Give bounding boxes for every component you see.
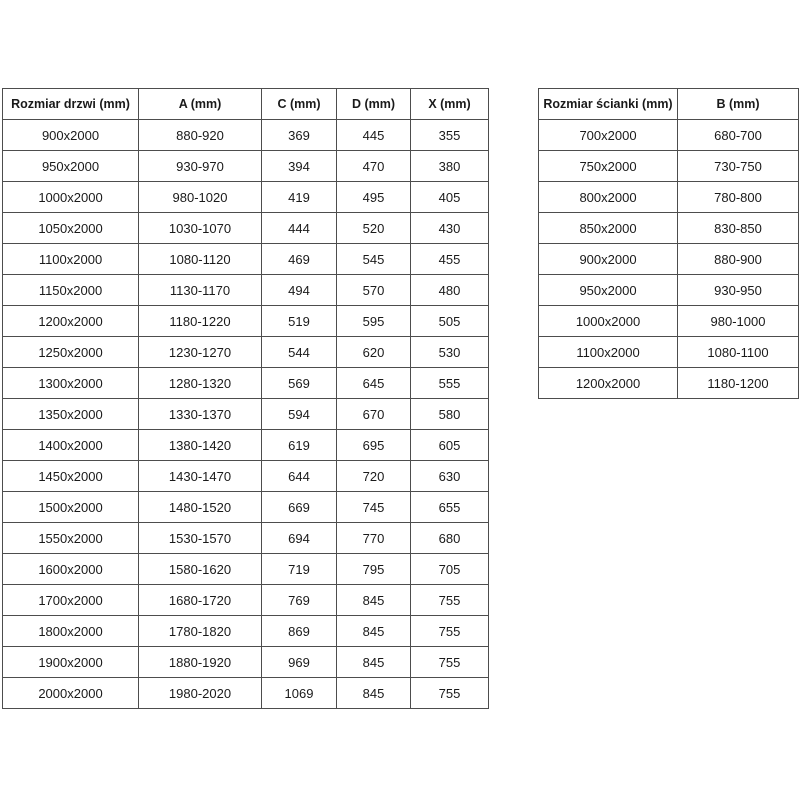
table-cell: 495 [337, 182, 411, 213]
table-cell: 619 [262, 430, 337, 461]
table-cell: 1700x2000 [3, 585, 139, 616]
table-cell: 1100x2000 [539, 337, 678, 368]
table-cell: 1330-1370 [139, 399, 262, 430]
table-cell: 630 [411, 461, 489, 492]
table-cell: 670 [337, 399, 411, 430]
table-row [3, 337, 489, 368]
table-row [3, 523, 489, 554]
table-cell: 1350x2000 [3, 399, 139, 430]
table-row [3, 368, 489, 399]
table-cell: 755 [411, 616, 489, 647]
table-cell: 845 [337, 585, 411, 616]
table-cell: 845 [337, 647, 411, 678]
table-row [3, 616, 489, 647]
table-cell: 505 [411, 306, 489, 337]
table-row [539, 306, 799, 337]
table-cell: 1230-1270 [139, 337, 262, 368]
table-cell: 680-700 [678, 120, 799, 151]
table-row [3, 492, 489, 523]
table-cell: 1200x2000 [3, 306, 139, 337]
table-cell: 444 [262, 213, 337, 244]
table-row [3, 430, 489, 461]
table-row [539, 337, 799, 368]
table-cell: 1000x2000 [539, 306, 678, 337]
door-table-header-row [3, 89, 489, 120]
table-cell: 969 [262, 647, 337, 678]
table-cell: 445 [337, 120, 411, 151]
column-header: Rozmiar ścianki (mm) [539, 89, 678, 120]
table-cell: 645 [337, 368, 411, 399]
table-row [3, 213, 489, 244]
table-row [539, 213, 799, 244]
table-cell: 950x2000 [3, 151, 139, 182]
table-cell: 900x2000 [3, 120, 139, 151]
column-header: D (mm) [337, 89, 411, 120]
table-cell: 1400x2000 [3, 430, 139, 461]
table-cell: 494 [262, 275, 337, 306]
table-cell: 769 [262, 585, 337, 616]
table-cell: 620 [337, 337, 411, 368]
table-cell: 755 [411, 678, 489, 709]
table-row [539, 244, 799, 275]
table-cell: 845 [337, 678, 411, 709]
column-header: C (mm) [262, 89, 337, 120]
table-cell: 770 [337, 523, 411, 554]
table-cell: 380 [411, 151, 489, 182]
table-cell: 795 [337, 554, 411, 585]
table-cell: 1380-1420 [139, 430, 262, 461]
table-row [539, 151, 799, 182]
table-cell: 700x2000 [539, 120, 678, 151]
table-cell: 705 [411, 554, 489, 585]
table-cell: 1130-1170 [139, 275, 262, 306]
table-cell: 869 [262, 616, 337, 647]
table-cell: 1580-1620 [139, 554, 262, 585]
table-cell: 1450x2000 [3, 461, 139, 492]
table-row [3, 647, 489, 678]
table-row [3, 244, 489, 275]
column-header: A (mm) [139, 89, 262, 120]
table-cell: 800x2000 [539, 182, 678, 213]
table-cell: 1150x2000 [3, 275, 139, 306]
table-cell: 830-850 [678, 213, 799, 244]
table-row [539, 182, 799, 213]
column-header: Rozmiar drzwi (mm) [3, 89, 139, 120]
table-cell: 1080-1100 [678, 337, 799, 368]
table-cell: 750x2000 [539, 151, 678, 182]
table-cell: 850x2000 [539, 213, 678, 244]
column-header: X (mm) [411, 89, 489, 120]
table-cell: 1300x2000 [3, 368, 139, 399]
table-cell: 900x2000 [539, 244, 678, 275]
table-cell: 930-970 [139, 151, 262, 182]
table-cell: 680 [411, 523, 489, 554]
table-row [3, 275, 489, 306]
table-cell: 880-900 [678, 244, 799, 275]
table-cell: 419 [262, 182, 337, 213]
table-cell: 570 [337, 275, 411, 306]
table-row [539, 368, 799, 399]
table-cell: 1880-1920 [139, 647, 262, 678]
table-cell: 780-800 [678, 182, 799, 213]
table-cell: 745 [337, 492, 411, 523]
table-cell: 730-750 [678, 151, 799, 182]
table-cell: 480 [411, 275, 489, 306]
table-cell: 719 [262, 554, 337, 585]
table-row [539, 275, 799, 306]
table-cell: 1900x2000 [3, 647, 139, 678]
table-cell: 845 [337, 616, 411, 647]
table-row [3, 399, 489, 430]
wall-table-header-row [539, 89, 799, 120]
table-cell: 545 [337, 244, 411, 275]
table-cell: 1180-1220 [139, 306, 262, 337]
table-row [3, 120, 489, 151]
table-cell: 950x2000 [539, 275, 678, 306]
table-row [3, 461, 489, 492]
table-cell: 980-1000 [678, 306, 799, 337]
table-cell: 1000x2000 [3, 182, 139, 213]
table-cell: 1780-1820 [139, 616, 262, 647]
table-cell: 555 [411, 368, 489, 399]
table-cell: 1030-1070 [139, 213, 262, 244]
table-cell: 595 [337, 306, 411, 337]
table-cell: 470 [337, 151, 411, 182]
table-cell: 430 [411, 213, 489, 244]
column-header: B (mm) [678, 89, 799, 120]
table-cell: 1480-1520 [139, 492, 262, 523]
table-row [3, 554, 489, 585]
door-size-table [2, 88, 489, 709]
table-cell: 1600x2000 [3, 554, 139, 585]
table-cell: 1280-1320 [139, 368, 262, 399]
table-cell: 1200x2000 [539, 368, 678, 399]
wall-size-table [538, 88, 799, 399]
table-cell: 1680-1720 [139, 585, 262, 616]
table-cell: 369 [262, 120, 337, 151]
table-cell: 2000x2000 [3, 678, 139, 709]
table-cell: 695 [337, 430, 411, 461]
table-row [3, 678, 489, 709]
table-cell: 405 [411, 182, 489, 213]
table-cell: 1500x2000 [3, 492, 139, 523]
table-cell: 980-1020 [139, 182, 262, 213]
table-cell: 580 [411, 399, 489, 430]
table-cell: 644 [262, 461, 337, 492]
table-cell: 519 [262, 306, 337, 337]
table-cell: 755 [411, 647, 489, 678]
table-row [539, 120, 799, 151]
table-cell: 1980-2020 [139, 678, 262, 709]
table-row [3, 585, 489, 616]
table-cell: 655 [411, 492, 489, 523]
table-cell: 755 [411, 585, 489, 616]
table-cell: 1100x2000 [3, 244, 139, 275]
table-cell: 1800x2000 [3, 616, 139, 647]
table-cell: 1050x2000 [3, 213, 139, 244]
table-cell: 355 [411, 120, 489, 151]
table-cell: 1180-1200 [678, 368, 799, 399]
table-cell: 1250x2000 [3, 337, 139, 368]
table-cell: 594 [262, 399, 337, 430]
table-cell: 1080-1120 [139, 244, 262, 275]
table-cell: 1530-1570 [139, 523, 262, 554]
table-cell: 455 [411, 244, 489, 275]
table-cell: 569 [262, 368, 337, 399]
table-cell: 669 [262, 492, 337, 523]
table-cell: 394 [262, 151, 337, 182]
table-cell: 720 [337, 461, 411, 492]
table-cell: 520 [337, 213, 411, 244]
table-cell: 880-920 [139, 120, 262, 151]
table-cell: 605 [411, 430, 489, 461]
table-row [3, 182, 489, 213]
table-row [3, 306, 489, 337]
table-cell: 530 [411, 337, 489, 368]
table-cell: 1069 [262, 678, 337, 709]
table-row [3, 151, 489, 182]
table-cell: 469 [262, 244, 337, 275]
table-cell: 694 [262, 523, 337, 554]
table-cell: 1550x2000 [3, 523, 139, 554]
table-cell: 1430-1470 [139, 461, 262, 492]
table-cell: 544 [262, 337, 337, 368]
table-cell: 930-950 [678, 275, 799, 306]
